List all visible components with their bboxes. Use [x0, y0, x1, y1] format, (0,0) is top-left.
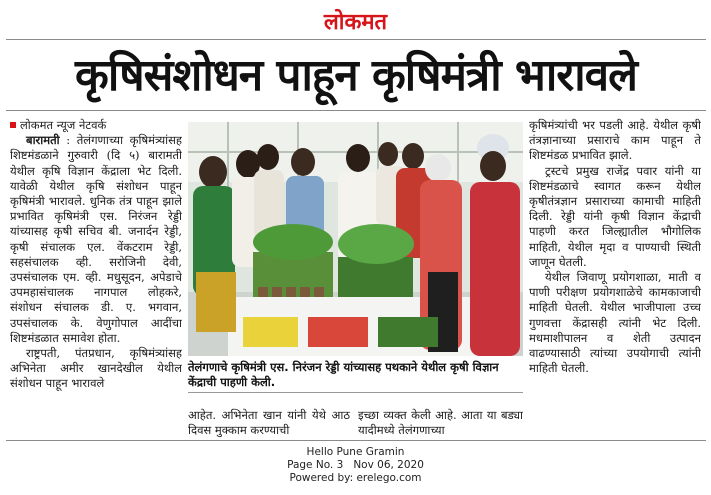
paragraph: राष्ट्रपती, पंतप्रधान, कृषिमंत्र्यांसह अभिनेता अमीर खानदेखील येथील संशोधन पाहून भारावले [10, 346, 182, 391]
caption-rule [188, 392, 523, 393]
photo-caption: तेलंगणाचे कृषिमंत्री एस. निरंजन रेड्डी यांच्यासह पथकाने येथील कृषी विज्ञान केंद्राची पाहणी केली. [188, 360, 499, 389]
paragraph: ट्रस्टचे प्रमुख राजेंद्र पवार यांनी या शिष्टमंडळाचे स्वागत करून येथील कृषीतंत्रज्ञान प्रसाराच्या कामाची माहिती दिली. रेड्डी यांनी कृषी विज्ञान केंद्राची पाहणी करत जिल्ह्यातील भौगोलिक माहिती, येथील मृदा व पाण्याची स्थिती जाणून घेतली. [529, 163, 701, 269]
headline-rule [6, 110, 706, 111]
footer-powered-by: Powered by: erelego.com [289, 472, 422, 484]
footer-page-date [0, 459, 711, 472]
footer-date: Nov 06, 2020 [353, 459, 424, 471]
article-column-4 [529, 118, 701, 440]
footer-page-number: Page No. 3 [287, 459, 344, 471]
paragraph: कृषिमंत्र्यांची भर पडली आहे. येथील कृषी तंत्रज्ञानाच्या प्रसाराचे काम पाहून ते शिष्टमंडळ प्रभावित झाले. [529, 118, 701, 163]
top-rule [6, 39, 706, 40]
paragraph: इच्छा व्यक्त केली आहे. आता या बड्या यादीमध्ये तेलंगणाच्या [358, 408, 523, 438]
article-column-2 [188, 408, 350, 440]
bottom-rule [6, 440, 706, 441]
page-footer [0, 446, 711, 485]
article-column-3 [358, 408, 523, 440]
paragraph: येथील जिवाणू प्रयोगशाळा, माती व पाणी परीक्षण प्रयोगशाळेचे कामकाजाची माहिती घेतली. येथील भाजीपाला उच्च गुणवत्ता केंद्रासही त्यांनी भेट दिली. मधमाशीपालन व शेती उत्पादन वाढण्यासाठी त्यांच्या उपयोगाची त्यांनी माहिती घेतली. [529, 270, 701, 376]
footer-edition: Hello Pune Gramin [306, 446, 405, 458]
news-photo [188, 122, 523, 356]
byline [10, 118, 182, 133]
paragraph: आहेत. अभिनेता खान यांनी येथे आठ दिवस मुक्काम करण्याची [188, 408, 350, 438]
masthead-logo: लोकमत [323, 10, 388, 35]
byline-text: लोकमत न्यूज नेटवर्क [20, 118, 107, 132]
dateline: बारामती [26, 133, 60, 148]
headline: कृषिसंशोधन पाहून कृषिमंत्री भारावले [75, 50, 637, 101]
article-column-1 [10, 118, 182, 440]
paragraph [10, 133, 182, 346]
paragraph-text: : तेलंगणाच्या कृषिमंत्र्यांसह शिष्टमंडळाने गुरुवारी (दि ५) बारामती येथील कृषि विज्ञान केंद्राला भेट दिली. यावेळी येथील कृषि संशोधन पाहून कृषिमंत्री भारावले. धुनिक तंत्र पाहून झाले प्रभावित कृषिमंत्री एस. निरंजन रेड्डी यांच्यासह कृषी सचिव बी. जनार्दन रेड्डी, कृषी संचालक एल. वेंकटराम रेड्डी, सहसंचालक व्ही. सरोजिनी देवी, उपसंचालक एम. व्ही. मधुसूदन, अपेडाचे उपमहासंचालक नागपाल लोहकरे, संशोधन संचालक डी. ए. भगवान, उपसंचालक के. वेणुगोपाल आदींचा शिष्टमंडळात समावेश होता. [10, 133, 182, 345]
bullet-square-icon [10, 122, 16, 128]
